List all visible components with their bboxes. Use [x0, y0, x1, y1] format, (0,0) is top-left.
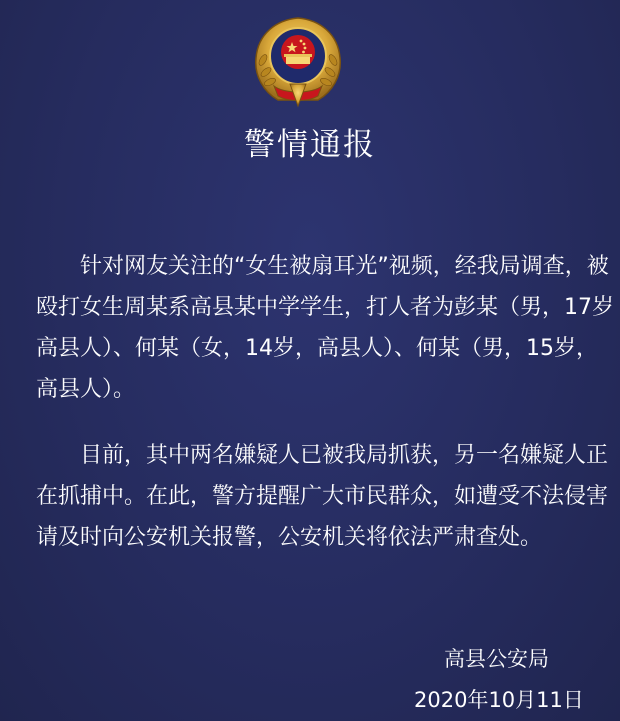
paragraph-1-line-3: 高县人）、何某（女，14岁，高县人）、何某（男，15岁，	[36, 336, 598, 361]
paragraph-2	[36, 435, 609, 558]
paragraph-1-line-4: 高县人）。	[36, 377, 136, 402]
issue-date: 2020年10月11日	[414, 688, 584, 712]
paragraph-2-line-2: 在抓捕中。在此，警方提醒广大市民群众，如遭受不法侵害	[36, 484, 609, 509]
paragraph-1-line-1: 针对网友关注的“女生被扇耳光”视频，经我局调查，被	[80, 254, 609, 279]
issuer-name: 高县公安局	[444, 647, 549, 671]
paragraph-2-line-3: 请及时向公安机关报警，公安机关将依法严肃查处。	[36, 525, 543, 550]
paragraph-1	[36, 246, 614, 410]
paragraph-1-line-2: 殴打女生周某系高县某中学学生，打人者为彭某（男，17岁	[36, 295, 614, 320]
paragraph-2-line-1: 目前，其中两名嫌疑人已被我局抓获，另一名嫌疑人正	[80, 443, 609, 468]
police-emblem-icon	[248, 14, 348, 110]
notice-title: 警情通报	[244, 127, 376, 163]
